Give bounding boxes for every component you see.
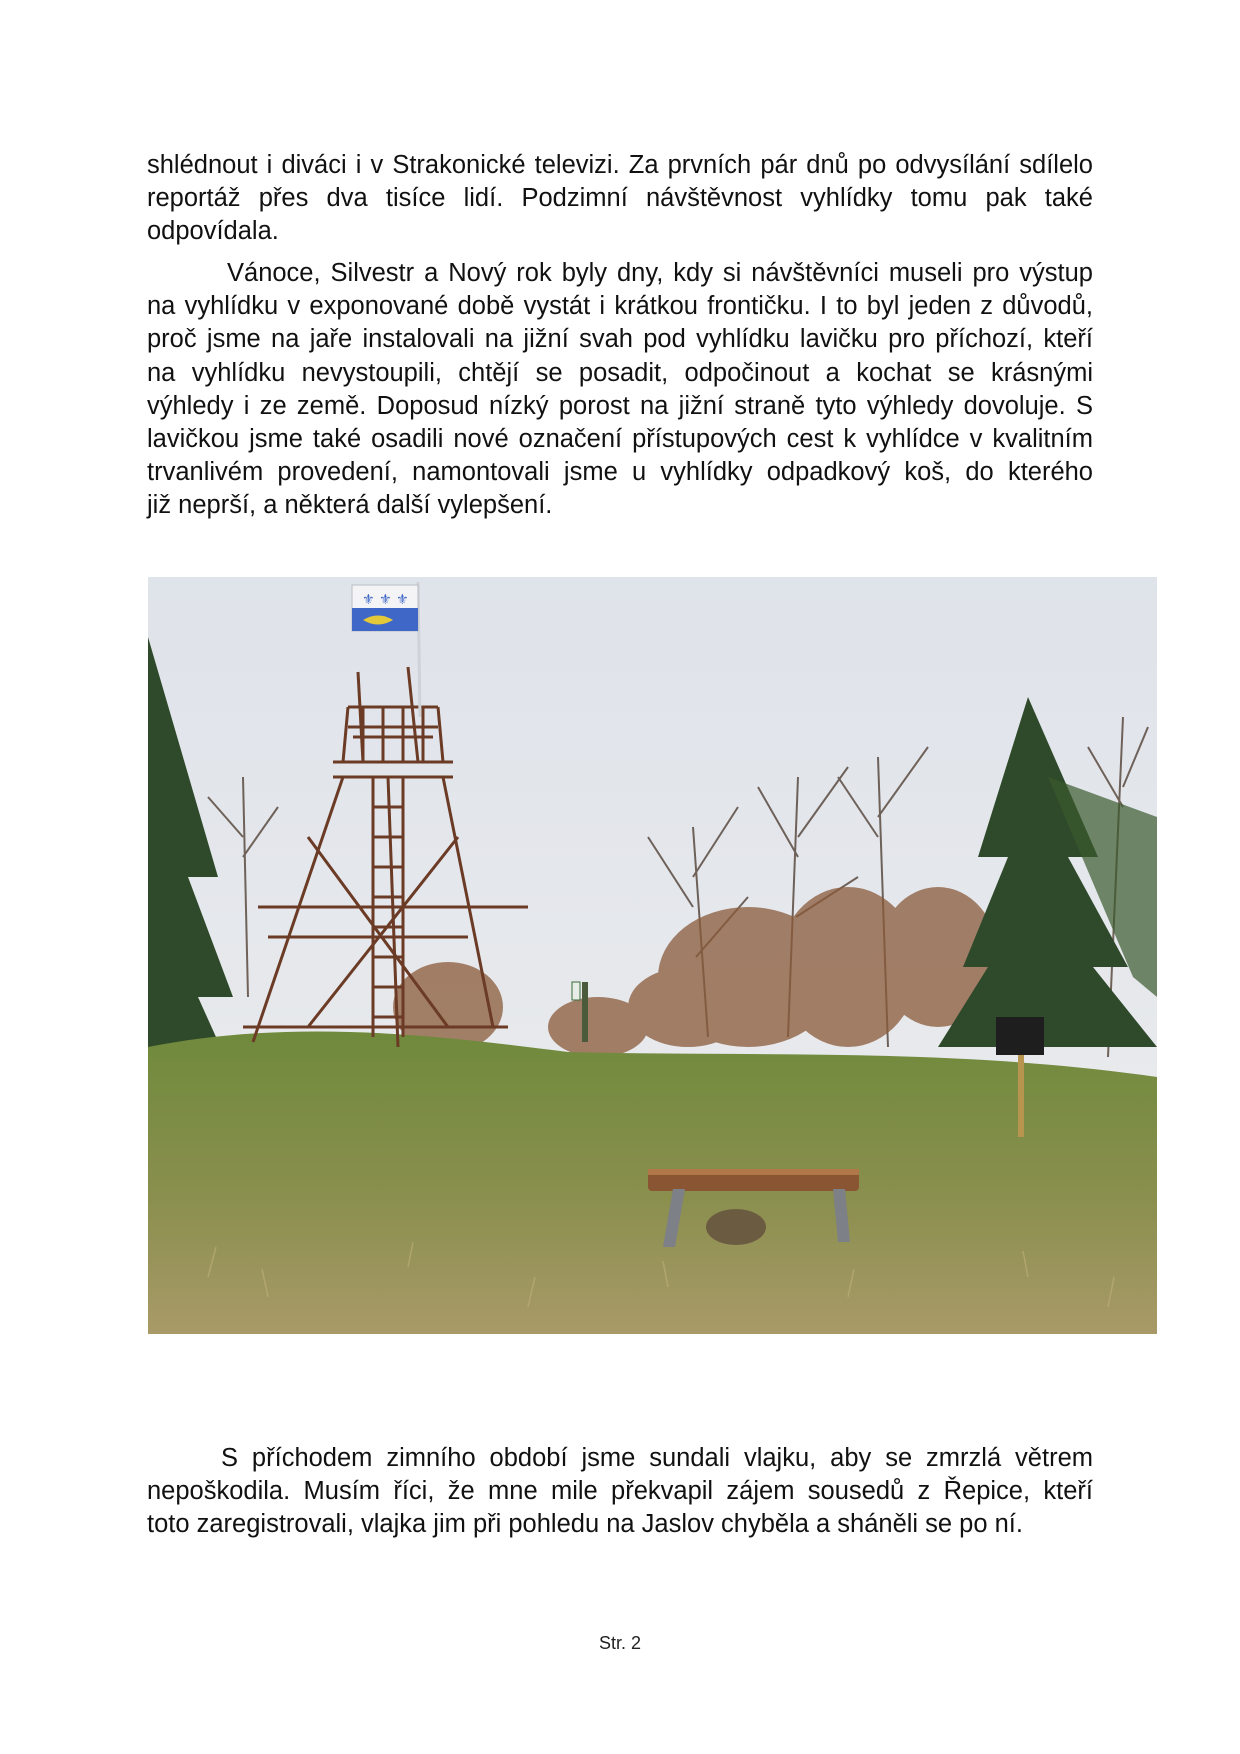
text-line: shlédnout i diváci i v Strakonické televizi. Za prvních pár dnů po odvysílání sdílelo [147, 151, 1093, 179]
paragraph-1 [147, 149, 1093, 249]
paragraph-3 [147, 1442, 1093, 1542]
text-line: toto zaregistrovali, vlajka jim při pohledu na Jaslov chyběla a sháněli se po ní. [147, 1510, 1023, 1539]
svg-text:⚜ ⚜ ⚜: ⚜ ⚜ ⚜ [362, 592, 409, 608]
text-line: na vyhlídku nevystoupili, chtějí se posadit, odpočinout a kochat se krásnými [147, 358, 1093, 387]
text-line: lavičkou jsme také osadili nové označení přístupových cest k vyhlídce v kvalitním [147, 425, 1093, 454]
text-line: již neprší, a některá další vylepšení. [147, 491, 553, 520]
text-line: na vyhlídku v exponované době vystát i krátkou frontičku. I to byl jeden z důvodů, [147, 292, 1093, 321]
text-line: výhledy i ze země. Doposud nízký porost na jižní straně tyto výhledy dovoluje. S [147, 391, 1093, 420]
text-line: odpovídala. [147, 217, 279, 246]
text-line: S příchodem zimního období jsme sundali vlajku, aby se zmrzlá větrem [221, 1444, 1093, 1472]
text-line: Vánoce, Silvestr a Nový rok byly dny, kdy si návštěvníci museli pro výstup [227, 259, 1093, 287]
paragraph-2 [147, 257, 1093, 523]
text-line: proč jsme na jaře instalovali na jižní svah pod vyhlídku lavičku pro příchozí, kteří [147, 325, 1093, 354]
flag [352, 585, 418, 631]
text-line: reportáž přes dva tisíce lidí. Podzimní návštěvnost vyhlídky tomu pak také [147, 184, 1093, 213]
lookout-tower-photo [148, 577, 1157, 1334]
text-line: nepoškodila. Musím říci, že mne mile překvapil zájem sousedů z Řepice, kteří [147, 1477, 1093, 1506]
text-line: trvanlivém provedení, namontovali jsme u vyhlídky odpadkový koš, do kterého [147, 458, 1093, 487]
page-number: Str. 2 [598, 1633, 642, 1653]
